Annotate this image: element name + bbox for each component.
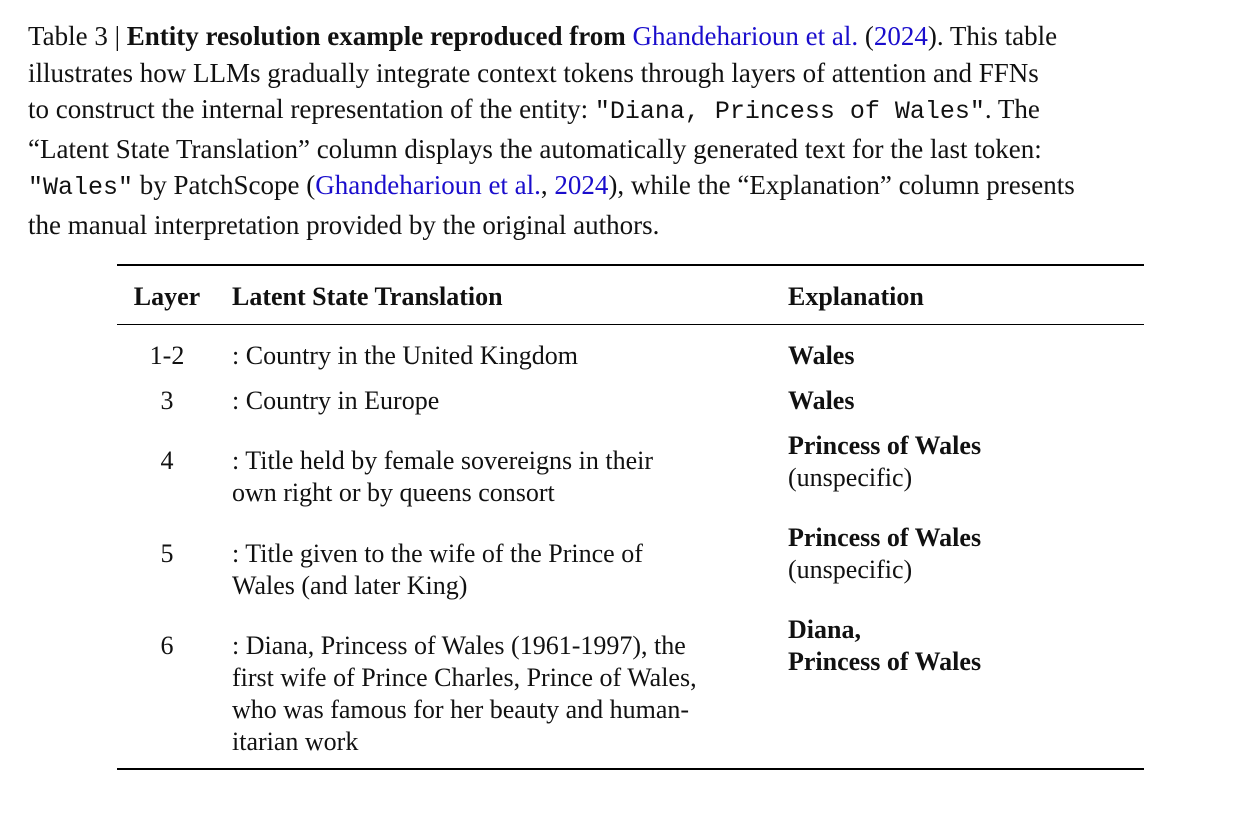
caption-line-6: the manual interpretation provided by the original authors. [28, 209, 660, 240]
explanation-entity: Princess of Wales [788, 431, 982, 460]
row-translation-cell [232, 445, 653, 509]
translation-line: : Country in Europe [232, 386, 440, 415]
translation-line: itarian work [232, 727, 359, 756]
caption-line-5 [28, 167, 1240, 207]
explanation-entity: Diana, [788, 615, 861, 644]
explanation-entity: Princess of Wales [788, 523, 982, 552]
column-header-layer: Layer [133, 282, 201, 311]
translation-line: : Diana, Princess of Wales (1961-1997), the [232, 631, 686, 660]
caption-text: ), while the “Explanation” column presents [608, 170, 1075, 200]
row-layer-cell: 3 [160, 386, 174, 415]
translation-line: who was famous for her beauty and human- [232, 695, 690, 724]
caption-text: by PatchScope ( [139, 170, 316, 200]
table-header-rule [117, 324, 1144, 325]
caption-line-2: illustrates how LLMs gradually integrate context tokens through layers of attention and FFNs [28, 57, 1039, 88]
row-translation-cell [232, 630, 697, 758]
caption-title: Entity resolution example reproduced from [126, 21, 626, 51]
row-translation-cell [232, 385, 439, 417]
explanation-entity: Wales [788, 386, 855, 415]
caption-line-3 [28, 91, 1240, 131]
translation-line: first wife of Prince Charles, Prince of Wales, [232, 663, 697, 692]
table-top-rule [117, 264, 1144, 266]
explanation-entity: Princess of Wales [788, 647, 982, 676]
caption-line-1: Table 3 | Entity resolution example reproduced from Ghandeharioun et al. (2024). This table [28, 21, 1058, 51]
citation-author-link[interactable]: Ghandeharioun et al. [315, 170, 541, 200]
caption-text: . The [984, 94, 1040, 124]
row-translation-cell [232, 538, 643, 602]
table-caption [28, 18, 1240, 243]
row-explanation-cell [788, 522, 981, 586]
translation-line: : Country in the United Kingdom [232, 341, 578, 370]
explanation-entity: Wales [788, 341, 855, 370]
citation-author-link[interactable]: Ghandeharioun et al. [632, 21, 859, 51]
row-layer-cell: 5 [160, 539, 174, 568]
row-explanation-cell [788, 430, 981, 494]
citation-year-link[interactable]: 2024 [554, 170, 609, 200]
row-layer-cell: 6 [160, 631, 174, 660]
row-explanation-cell [788, 614, 981, 678]
row-translation-cell [232, 340, 578, 372]
caption-text: to construct the internal representation of the entity: [28, 94, 589, 124]
explanation-note: (unspecific) [788, 555, 913, 584]
row-explanation-cell [788, 340, 854, 372]
token-code: "Wales" [28, 173, 134, 202]
caption-line-4: “Latent State Translation” column displays the automatically generated text for the last token: [28, 133, 1042, 164]
caption-label: Table 3 | [28, 21, 120, 51]
row-explanation-cell [788, 385, 854, 417]
column-header-translation: Latent State Translation [232, 282, 503, 311]
translation-line: : Title given to the wife of the Prince of [232, 539, 643, 568]
caption-text: ). This table [927, 21, 1058, 51]
translation-line: own right or by queens consort [232, 478, 555, 507]
explanation-note: (unspecific) [788, 463, 913, 492]
translation-line: : Title held by female sovereigns in their [232, 446, 653, 475]
row-layer-cell: 4 [160, 446, 174, 475]
translation-line: Wales (and later King) [232, 571, 468, 600]
column-header-explanation: Explanation [788, 282, 924, 311]
caption-text: , [540, 170, 555, 200]
citation-year-link[interactable]: 2024 [873, 21, 928, 51]
entity-code: "Diana, Princess of Wales" [594, 97, 985, 126]
row-layer-cell: 1-2 [149, 341, 185, 370]
table-bottom-rule [117, 768, 1144, 770]
